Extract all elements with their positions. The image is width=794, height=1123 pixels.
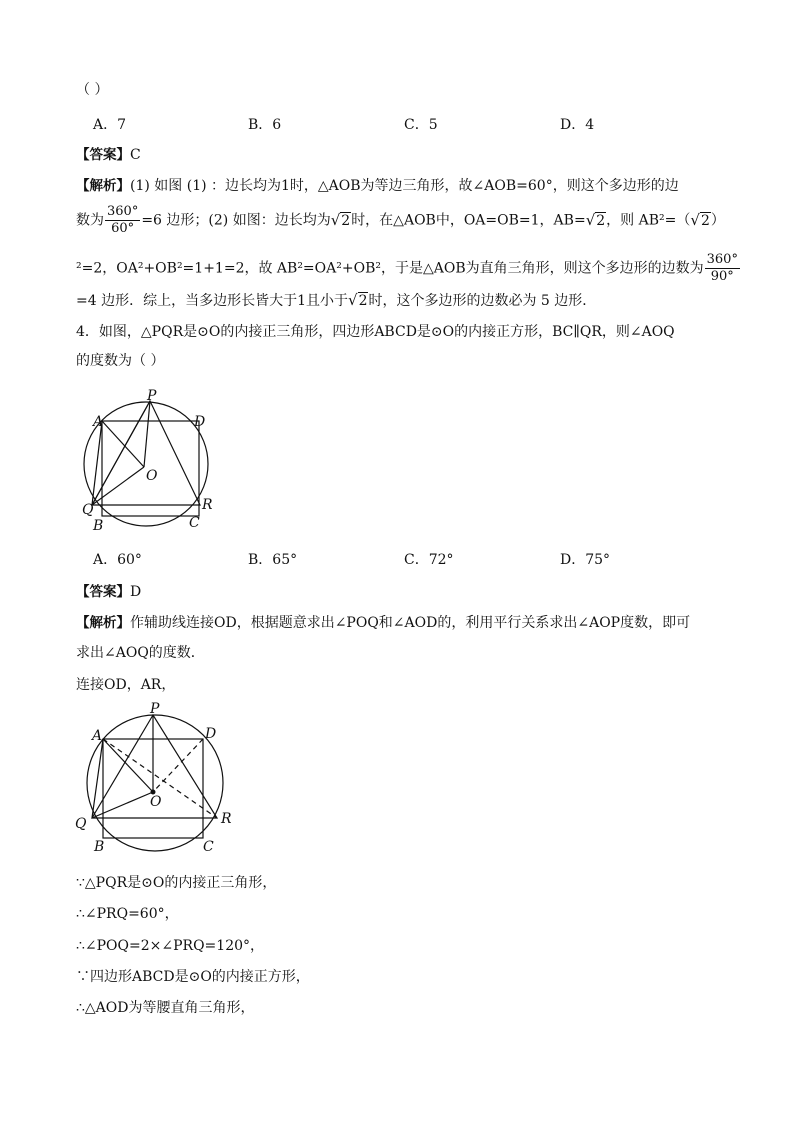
q4-step-5: ∴△AOD为等腰直角三角形， (76, 1000, 255, 1016)
q4-choice-a: A．60° (93, 552, 142, 568)
radicand: 2 (341, 212, 351, 229)
label-q: Q (82, 502, 94, 518)
analysis-tag: 【解析】 (76, 615, 130, 631)
sqrt-2: √2 (348, 291, 368, 309)
q4-stem-line-2: 的度数为（ ） (76, 353, 165, 369)
fraction-numerator: 360° (706, 252, 738, 267)
label-b: B (94, 839, 105, 855)
q4-step-2: ∴∠PRQ=60°， (76, 906, 179, 922)
label-d: D (194, 414, 206, 430)
q3-analysis-text-1: (1) 如图 (1) ：边长均为1时，△AOB为等边三角形，故∠AOB=60°，则这个多边形的边 (130, 178, 679, 194)
q3-answer: C (130, 147, 141, 163)
label-p: P (147, 388, 157, 404)
segment-qa (92, 739, 103, 818)
q3-analysis-text-2e: ） (710, 212, 725, 229)
q3-analysis-text-2a: 数为 (76, 212, 104, 229)
fraction-numerator: 360° (107, 204, 139, 219)
sqrt-2: √2 (585, 210, 606, 229)
q4-answer-line (76, 582, 141, 602)
label-p: P (150, 701, 160, 717)
segment-ao (103, 739, 153, 792)
q3-choices (93, 114, 733, 134)
segment-qo (92, 792, 153, 818)
q3-analysis-line-4 (76, 290, 596, 311)
q4-step-4: ∵四边形ABCD是⊙O的内接正方形， (76, 969, 310, 985)
q4-figure-2 (70, 700, 240, 860)
q4-choice-b: B．65° (248, 552, 298, 568)
answer-tag: 【答案】 (76, 147, 130, 163)
q3-choice-c: C．5 (404, 117, 438, 133)
analysis-tag: 【解析】 (76, 178, 130, 194)
q4-connect-line: 连接OD，AR， (76, 677, 176, 693)
radicand: 2 (700, 212, 710, 229)
q4-choice-c: C．72° (404, 552, 454, 568)
q3-analysis-line-3 (76, 252, 741, 285)
fraction-denominator: 90° (710, 269, 734, 284)
fraction-360-60 (105, 204, 140, 237)
q4-figure-1 (76, 388, 226, 538)
segment-qo (92, 467, 144, 505)
label-c: C (189, 515, 200, 531)
q4-analysis-line-2: 求出∠AOQ的度数． (76, 645, 205, 661)
label-q: Q (75, 816, 87, 832)
q3-analysis-line-2 (76, 204, 725, 237)
q3-choice-d: D．4 (560, 117, 595, 133)
fraction-360-90 (705, 252, 740, 285)
radicand: 2 (596, 212, 606, 229)
radicand: 2 (358, 293, 368, 309)
label-r: R (221, 811, 232, 827)
q3-choice-a: A．7 (93, 117, 127, 133)
triangle-pqr (92, 401, 200, 505)
label-c: C (203, 839, 214, 855)
q4-step-3: ∴∠POQ=2×∠PRQ=120°， (76, 938, 265, 954)
label-b: B (93, 518, 104, 534)
q4-answer: D (130, 584, 142, 600)
q4-step-1: ∵△PQR是⊙O的内接正三角形， (76, 875, 277, 891)
sqrt-2: √2 (690, 210, 710, 229)
label-a: A (93, 414, 104, 430)
q3-analysis-text-2c: 时，在△AOB中，OA=OB=1，AB= (351, 212, 586, 229)
q3-choice-b: B．6 (248, 117, 282, 133)
label-d: D (205, 726, 217, 742)
q4-analysis-text-1: 作辅助线连接OD，根据题意求出∠POQ和∠AOD的，利用平行关系求出∠AOP度数，即可 (130, 615, 691, 631)
q3-analysis-text-3a: ²=2，OA²+OB²=1+1=2，故 AB²=OA²+OB²，于是△AOB为直角三角形，则这个多边形的边数为 (76, 260, 704, 277)
label-o: O (150, 794, 162, 810)
label-o: O (146, 468, 158, 484)
sqrt-2: √2 (330, 210, 351, 229)
answer-tag: 【答案】 (76, 584, 130, 600)
q3-analysis-text-2d: ，则 AB²=（ (606, 212, 691, 229)
q3-analysis-line-1 (76, 176, 679, 196)
q4-choice-d: D．75° (560, 552, 611, 568)
q4-choices (93, 549, 733, 569)
segment-ao (102, 421, 144, 467)
q3-answer-line (76, 145, 141, 165)
q3-analysis-text-2b: =6 边形；(2) 如图：边长均为 (141, 212, 331, 229)
label-a: A (92, 728, 103, 744)
q4-analysis-line-1 (76, 613, 690, 633)
q3-analysis-text-4b: 时，这个多边形的边数必为 5 边形． (368, 293, 597, 309)
label-r: R (202, 497, 213, 513)
q3-stem-tail: （ ） (76, 82, 109, 98)
q4-stem-line-1: 4．如图，△PQR是⊙O的内接正三角形，四边形ABCD是⊙O的内接正方形，BC∥QR，则∠AOQ (76, 324, 675, 340)
segment-qa (92, 421, 102, 505)
fraction-denominator: 60° (111, 221, 135, 236)
q3-analysis-text-4a: =4 边形．综上，当多边形长皆大于1且小于 (76, 293, 348, 309)
